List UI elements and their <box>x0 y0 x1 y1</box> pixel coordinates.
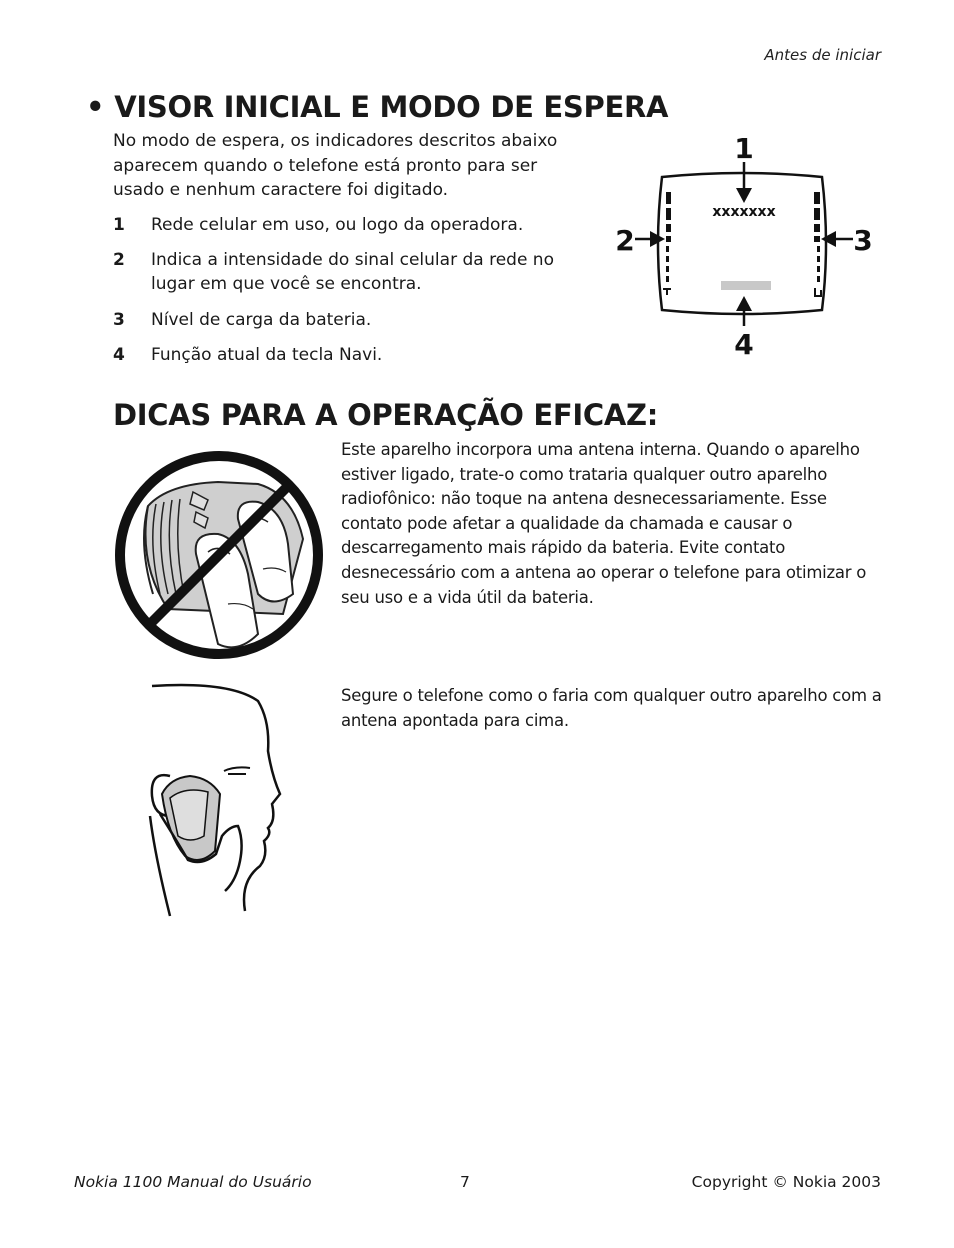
list-item-text: Indica a intensidade do sinal celular da rede no lugar em que você se encontra. <box>151 250 554 294</box>
navi-key-function-bar <box>721 281 771 290</box>
standby-intro-paragraph: No modo de espera, os indicadores descritos abaixo aparecem quando o telefone está pronto para ser usado e nenhum caractere foi digitado. <box>113 131 558 200</box>
holding-phone-illustration <box>140 676 300 920</box>
battery-level-icon <box>814 192 822 297</box>
section-title-standby <box>86 90 668 124</box>
section-title-tips: DICAS PARA A OPERAÇÃO EFICAZ: <box>113 398 659 432</box>
do-not-touch-antenna-illustration <box>108 444 330 666</box>
footer-page-number: 7 <box>460 1173 470 1191</box>
list-item-number: 2 <box>113 250 125 270</box>
footer-copyright: Copyright © Nokia 2003 <box>691 1173 881 1191</box>
phone-display-diagram <box>605 128 885 363</box>
callout-2-label: 2 <box>615 224 635 257</box>
title-bullet: • <box>86 90 105 124</box>
antenna-paragraph: Este aparelho incorpora uma antena interna. Quando o aparelho estiver ligado, trate-o como trataria qualquer outro aparelho radiofônico: não toque na antena desnecessariamente. Esse contato pode afetar a qualidade da chamada e causar o descarregamento mais rápido da bateria. Evite contato desnecessário com a antena ao operar o telefone para otimizar o seu uso e a vida útil da bateria. <box>341 440 867 607</box>
footer-manual-title: Nokia 1100 Manual do Usuário <box>74 1173 312 1191</box>
operator-name-text: xxxxxxx <box>712 204 776 220</box>
signal-strength-icon <box>663 192 671 295</box>
callout-3-label: 3 <box>853 224 873 257</box>
callout-1-label: 1 <box>734 132 754 165</box>
list-item-number: 1 <box>113 215 125 235</box>
list-item-text: Nível de carga da bateria. <box>151 310 372 330</box>
list-item-text: Rede celular em uso, ou logo da operadora. <box>151 215 524 235</box>
list-item-number: 4 <box>113 345 125 365</box>
list-item-number: 3 <box>113 310 125 330</box>
running-header: Antes de iniciar <box>764 46 881 64</box>
section-title-text: VISOR INICIAL E MODO DE ESPERA <box>114 90 669 124</box>
list-item-text: Função atual da tecla Navi. <box>151 345 383 365</box>
callout-4-arrow <box>736 296 752 326</box>
callout-1-arrow <box>736 162 752 203</box>
hold-phone-paragraph: Segure o telefone como o faria com qualquer outro aparelho com a antena apontada para cima. <box>341 686 882 730</box>
callout-2-arrow <box>635 231 665 247</box>
callout-4-label: 4 <box>734 328 754 361</box>
